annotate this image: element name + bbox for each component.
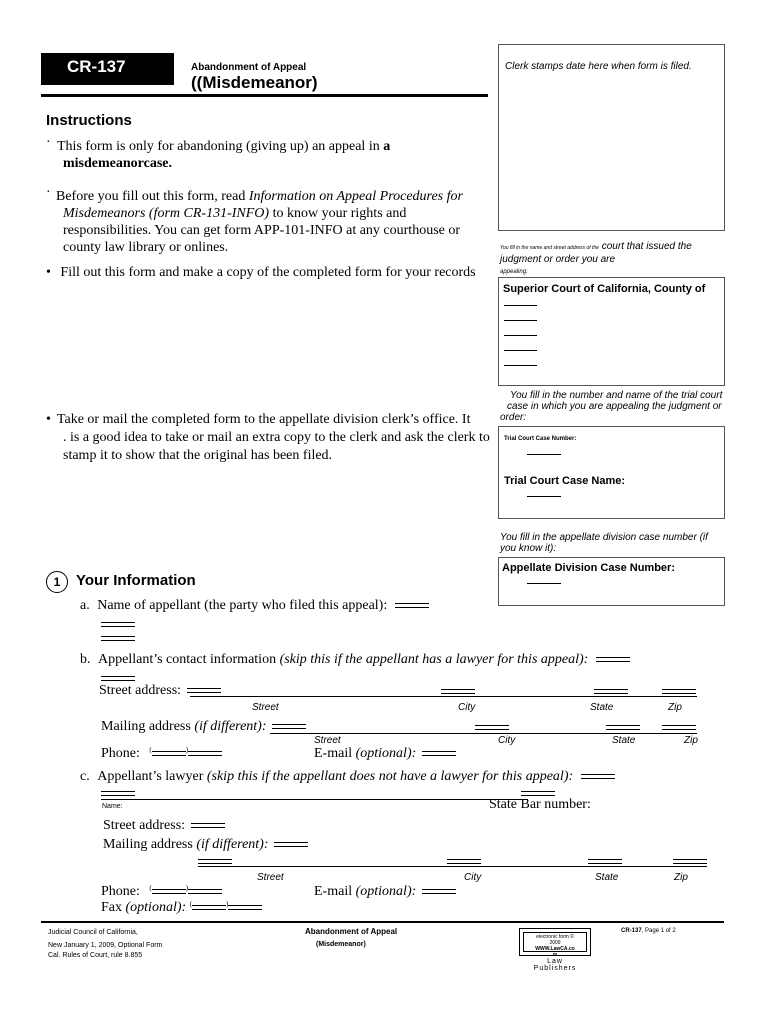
- instruction-1-line2: misdemeanorcase.: [63, 156, 172, 171]
- fax-paren-close: ): [226, 900, 229, 908]
- mailing-city-field[interactable]: [475, 725, 509, 730]
- appellate-note-2: you know it):: [500, 543, 557, 554]
- appellate-note-1: You fill in the appellate division case number (if: [500, 532, 708, 543]
- item-a-text: Name of appellant (the party who filed this appeal):: [97, 598, 388, 613]
- instruction-2-line4: county law library or onlines.: [63, 240, 229, 255]
- trial-number-label: Trial Court Case Number:: [504, 436, 577, 442]
- lawyer-mailing-zip-field[interactable]: [673, 859, 707, 864]
- trial-note-2: case in which you are appealing the judgment or: [507, 401, 722, 412]
- item-c-text: Appellant’s lawyer: [97, 769, 207, 784]
- mailing-state-field[interactable]: [606, 725, 640, 730]
- stamp-line-4: m: [552, 952, 558, 958]
- lawyer-street-field[interactable]: [191, 823, 225, 828]
- lawyer-phone-number-field[interactable]: [188, 889, 222, 894]
- footer-council-3: Cal. Rules of Court, rule 8.855: [48, 952, 143, 959]
- city-caption: City: [458, 702, 476, 713]
- superior-court-box[interactable]: [498, 277, 725, 386]
- appellate-label: Appellate Division Case Number:: [502, 562, 675, 574]
- trial-name-line[interactable]: [527, 496, 561, 497]
- stamp-line-2: 2009: [549, 940, 561, 946]
- fax-label: Fax: [101, 900, 126, 915]
- stamp-line-3: WWW.LawCA.co: [535, 946, 575, 952]
- item-b-text: Appellant’s contact information: [98, 652, 280, 667]
- lawyer-mailing-field[interactable]: [274, 842, 308, 847]
- trial-number-line[interactable]: [527, 454, 561, 455]
- lawyer-phone-paren-open: (: [149, 884, 152, 892]
- lawyer-street-row: [103, 818, 225, 834]
- lawyer-mailing-row: [103, 837, 308, 853]
- appellant-name-field[interactable]: [395, 603, 429, 608]
- fax-number-field[interactable]: [228, 905, 262, 910]
- item-a-letter: a.: [80, 598, 90, 613]
- footer-page: [621, 928, 676, 934]
- bar-number-field[interactable]: [521, 791, 555, 796]
- instruction-1-bold: a: [383, 139, 391, 154]
- state-bar-label: State Bar number:: [489, 797, 591, 812]
- phone-paren-open: (: [149, 746, 152, 754]
- lawyer-mailing-street-field[interactable]: [198, 859, 232, 864]
- item-c-letter: c.: [80, 769, 90, 784]
- appellant-name-line-2[interactable]: [101, 622, 135, 627]
- form-number-badge: [41, 53, 174, 85]
- state-field[interactable]: [594, 689, 628, 694]
- instruction-4: • Take or mail the completed form to the appellate division clerk’s office. It . is a good idea to take or mail an extra copy to the clerk and ask the clerk to stamp it to show that the original has been filed.: [46, 411, 496, 465]
- clerk-stamp-label: Clerk stamps date here when form is filed.: [505, 61, 692, 72]
- footer-council-2: New January 1, 2009, Optional Form: [48, 942, 163, 949]
- fax-area-field[interactable]: [192, 905, 226, 910]
- instruction-1-text: This form is only for abandoning (giving up) an appeal in: [57, 139, 384, 154]
- mailing-city-caption: City: [498, 735, 516, 746]
- phone-paren-close: ): [185, 746, 189, 754]
- email-label: E-mail: [314, 746, 356, 761]
- court-note-small: You fill in the name and street address of the: [500, 245, 599, 251]
- section-1-title: Your Information: [76, 572, 196, 589]
- lawyer-mailing-city-field[interactable]: [447, 859, 481, 864]
- trial-note-3: order:: [500, 412, 527, 423]
- publisher-stamp: [519, 928, 591, 956]
- instruction-2-italic-b: Misdemeanors (form CR-131-INFO): [63, 206, 270, 221]
- lawyer-mailing-label: Mailing address: [103, 837, 197, 852]
- court-note-2: judgment or order you are: [500, 254, 616, 265]
- contact-info-field[interactable]: [596, 657, 630, 662]
- lawyer-email-optional: (optional):: [355, 884, 417, 899]
- instructions-heading: Instructions: [46, 112, 132, 129]
- lawyer-line-2[interactable]: [101, 791, 135, 796]
- court-line-5[interactable]: [504, 365, 537, 366]
- lawyer-email-field[interactable]: [422, 889, 456, 894]
- lawyer-zip-caption: Zip: [674, 872, 688, 883]
- form-number: CR-137: [67, 57, 126, 76]
- mailing-zip-field[interactable]: [662, 725, 696, 730]
- instruction-3-text: Fill out this form and make a copy of the completed form for your records: [60, 265, 476, 280]
- header-rule: [41, 94, 488, 97]
- mailing-street-field[interactable]: [272, 724, 306, 729]
- court-line-2[interactable]: [504, 320, 537, 321]
- item-b-italic: (skip this if the appellant has a lawyer for this appeal):: [279, 652, 589, 667]
- clerk-stamp-box[interactable]: [498, 44, 725, 231]
- instruction-2-italic-a: Information on Appeal Procedures for: [248, 189, 463, 204]
- lawyer-email-label: E-mail: [314, 884, 356, 899]
- trial-court-box[interactable]: [498, 426, 725, 519]
- instruction-4-line3: stamp it to show that the original has been filed.: [63, 448, 333, 463]
- form-title: ((Misdemeanor): [191, 73, 318, 92]
- instruction-2-text-b: to know your rights and: [269, 206, 407, 221]
- instruction-4-line1: Take or mail the completed form to the appellate division clerk’s office. It: [56, 412, 471, 427]
- footer-page-form: CR-137: [621, 928, 642, 934]
- trial-name-label: Trial Court Case Name:: [504, 475, 626, 487]
- phone-row: [101, 746, 222, 762]
- court-line-1[interactable]: [504, 305, 537, 306]
- instruction-2: · Before you fill out this form, read Information on Appeal Procedures for Misdemeanors (form CR-131-INFO) to know your rights and responsibilities. You can get form APP-101-INFO at any courthouse or county law library or onlines.: [46, 188, 476, 256]
- trial-note: [500, 390, 725, 423]
- form-subtitle: Abandonment of Appeal: [191, 62, 307, 73]
- lawyer-mailing-state-field[interactable]: [588, 859, 622, 864]
- email-optional: (optional):: [355, 746, 417, 761]
- lawyer-mailing-rule[interactable]: [198, 866, 707, 867]
- street-address-rule[interactable]: [190, 696, 697, 697]
- fax-paren-open: (: [189, 900, 192, 908]
- contact-info-line-2[interactable]: [101, 676, 135, 681]
- instruction-3: • Fill out this form and make a copy of the completed form for your records: [46, 265, 476, 280]
- mailing-zip-caption: Zip: [684, 735, 698, 746]
- appellate-note: [500, 532, 725, 554]
- footer-center-title: Abandonment of Appeal: [305, 927, 398, 936]
- footer-council-1: Judicial Council of California,: [48, 929, 138, 936]
- lawyer-fax-row: [101, 900, 262, 916]
- appellant-name-line-3[interactable]: [101, 636, 135, 641]
- street-address-label: Street address:: [99, 683, 182, 698]
- instruction-2-line3: responsibilities. You can get form APP-101-INFO at any courthouse or: [63, 223, 461, 238]
- section-1-number: 1: [46, 571, 68, 593]
- lawyer-phone-area-field[interactable]: [152, 889, 186, 894]
- superior-court-title: Superior Court of California, County of: [503, 283, 706, 295]
- email-row: [314, 746, 456, 762]
- fax-optional: (optional):: [125, 900, 187, 915]
- lawyer-phone-label: Phone:: [101, 884, 140, 899]
- lawyer-phone-paren-close: ): [185, 884, 189, 892]
- item-b: [80, 652, 630, 668]
- lawyer-field[interactable]: [581, 774, 615, 779]
- city-field[interactable]: [441, 689, 475, 694]
- court-line-3[interactable]: [504, 335, 537, 336]
- lawyer-phone-row: [101, 884, 222, 900]
- footer-council: [48, 928, 162, 961]
- phone-label: Phone:: [101, 746, 140, 761]
- publisher-law: Law: [547, 958, 563, 965]
- email-field[interactable]: [422, 751, 456, 756]
- instruction-1: · This form is only for abandoning (giving up) an appeal in a misdemeanorcase.: [46, 138, 466, 172]
- footer-center-sub: (Misdemeanor): [316, 941, 366, 948]
- instruction-2-text-a: Before you fill out this form, read: [56, 189, 249, 204]
- lawyer-name-rule[interactable]: [101, 799, 528, 800]
- instruction-4-line2: . is a good idea to take or mail an extra copy to the clerk and ask the clerk to: [63, 430, 490, 445]
- court-line-4[interactable]: [504, 350, 537, 351]
- lawyer-name-label: Name:: [102, 803, 123, 810]
- footer-page-text: , Page 1 of 2: [641, 928, 676, 934]
- item-c: [80, 769, 615, 785]
- court-note: [500, 241, 725, 278]
- court-note-3: appealing:: [500, 269, 528, 275]
- mailing-address-rule[interactable]: [270, 733, 697, 734]
- appellate-case-box[interactable]: [498, 557, 725, 606]
- lawyer-state-caption: State: [595, 872, 619, 883]
- lawyer-street-label: Street address:: [103, 818, 186, 833]
- item-b-letter: b.: [80, 652, 91, 667]
- zip-caption: Zip: [668, 702, 682, 713]
- appellate-number-line[interactable]: [527, 583, 561, 584]
- item-a: [80, 598, 429, 614]
- state-caption: State: [590, 702, 614, 713]
- mailing-street-caption: Street: [314, 735, 341, 746]
- court-note-large: court that issued the: [601, 241, 692, 252]
- lawyer-street-caption: Street: [257, 872, 284, 883]
- stamp-line-1: electronic form ©: [536, 934, 574, 940]
- street-field[interactable]: [187, 688, 221, 693]
- phone-number-field[interactable]: [188, 751, 222, 756]
- publisher-name: Publishers: [533, 965, 577, 972]
- lawyer-email-row: [314, 884, 456, 900]
- mailing-state-caption: State: [612, 735, 636, 746]
- lawyer-if-different: (if different):: [196, 837, 269, 852]
- zip-field[interactable]: [662, 689, 696, 694]
- footer-rule: [41, 921, 724, 923]
- street-caption: Street: [252, 702, 279, 713]
- trial-note-1: You fill in the number and name of the trial court: [510, 390, 723, 401]
- phone-area-field[interactable]: [152, 751, 186, 756]
- mailing-address-label: Mailing address: [101, 719, 195, 734]
- item-c-italic: (skip this if the appellant does not have a lawyer for this appeal):: [206, 769, 574, 784]
- lawyer-city-caption: City: [464, 872, 482, 883]
- mailing-if-different: (if different):: [194, 719, 267, 734]
